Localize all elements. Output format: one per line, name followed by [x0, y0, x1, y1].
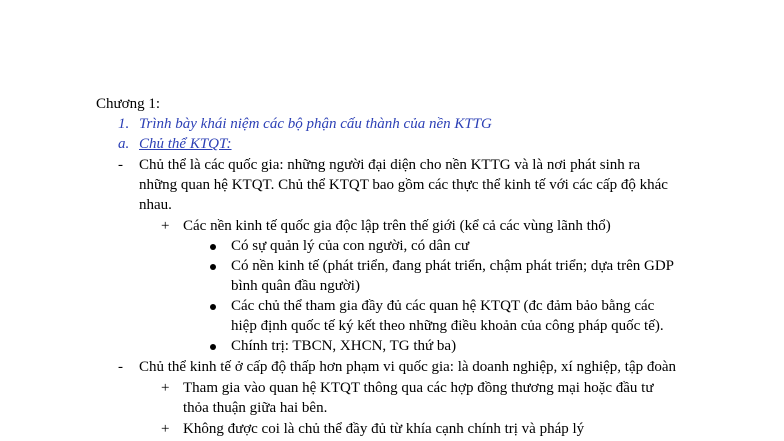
bullet-item-text: Các chủ thể tham gia đầy đủ các quan hệ KTQT (đc đảm bảo bằng các: [231, 298, 655, 314]
subsection-letter: a.: [118, 136, 130, 152]
section-number: 1.: [118, 116, 130, 132]
bullet-item-text: hiệp định quốc tế ký kết theo những điều khoản của công pháp quốc tế).: [231, 318, 664, 334]
bullet-icon: [210, 304, 216, 310]
paragraph-line: Chủ thể là các quốc gia: những người đại diện cho nền KTTG và là nơi phát sinh ra: [139, 157, 641, 173]
list-item-text: Tham gia vào quan hệ KTQT thông qua các hợp đồng thương mại hoặc đầu tư: [183, 380, 654, 396]
section-title: Trình bày khái niệm các bộ phận cấu thành của nền KTTG: [139, 116, 492, 132]
list-item-text: Các nền kinh tế quốc gia độc lập trên thế giới (kể cả các vùng lãnh thổ): [183, 218, 611, 234]
bullet-item-text: Chính trị: TBCN, XHCN, TG thứ ba): [231, 338, 457, 354]
list-item-text: thỏa thuận giữa hai bên.: [183, 400, 328, 416]
paragraph-line: nhau.: [139, 197, 172, 213]
bullet-item-text: Có sự quản lý của con người, có dân cư: [231, 238, 470, 254]
paragraph-line: những quan hệ KTQT. Chủ thể KTQT bao gồm các thực thể kinh tế với các cấp độ khác: [139, 177, 668, 193]
bullet-item-text: bình quân đầu người): [231, 278, 360, 294]
bullet-icon: [210, 344, 216, 350]
dash-marker: -: [118, 157, 123, 173]
dash-marker: -: [118, 359, 123, 375]
bullet-icon: [210, 244, 216, 250]
list-item-text: Không được coi là chủ thể đầy đủ từ khía cạnh chính trị và pháp lý: [183, 421, 585, 437]
chapter-heading: Chương 1:: [96, 96, 160, 112]
subsection-title: Chủ thể KTQT:: [139, 136, 232, 152]
plus-marker: +: [161, 421, 170, 437]
bullet-icon: [210, 264, 216, 270]
plus-marker: +: [161, 218, 170, 234]
bullet-item-text: Có nền kinh tế (phát triển, đang phát triển, chậm phát triển; dựa trên GDP: [231, 258, 675, 274]
paragraph-line: Chủ thể kinh tế ở cấp độ thấp hơn phạm vi quốc gia: là doanh nghiệp, xí nghiệp, tập đoàn: [139, 359, 677, 375]
plus-marker: +: [161, 380, 170, 396]
